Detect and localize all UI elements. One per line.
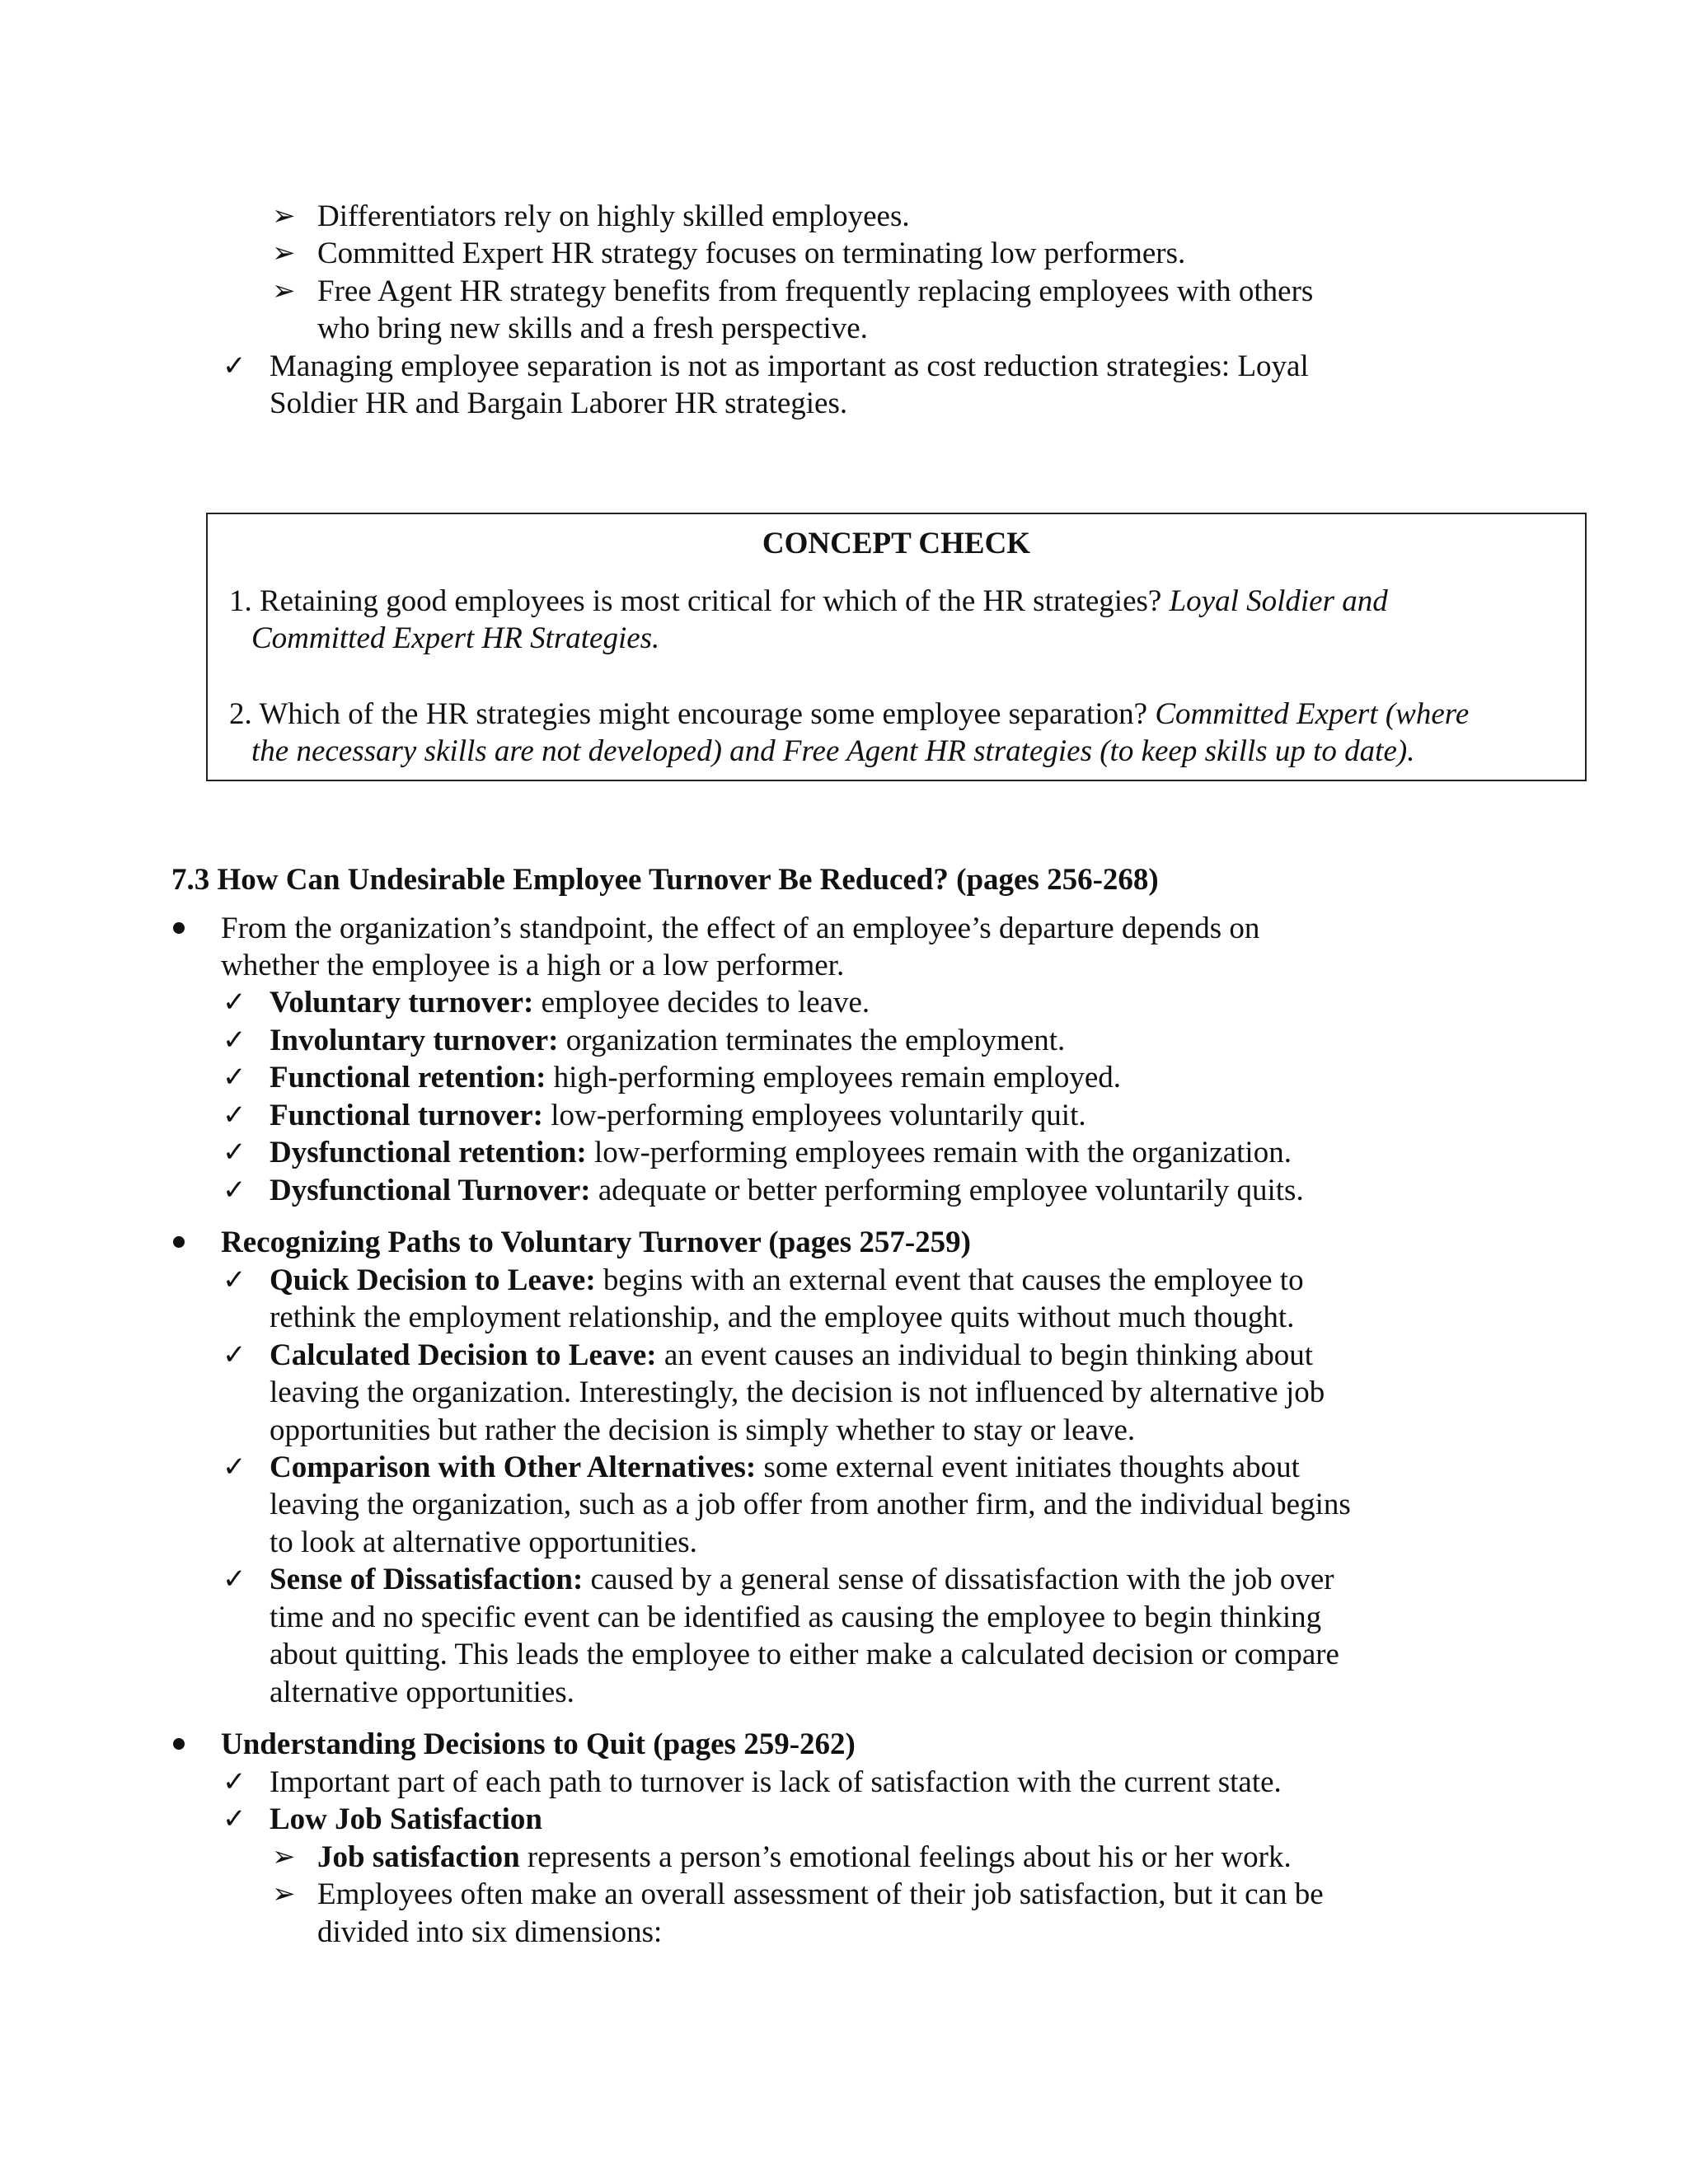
arrow-bullet-icon: ➢ (272, 201, 296, 232)
list-item-cont: who bring new skills and a fresh perspective. (317, 312, 868, 345)
satisfaction-item-cont: divided into six dimensions: (317, 1915, 663, 1949)
subheading-quit: Understanding Decisions to Quit (pages 259-262) (221, 1727, 856, 1761)
check-icon: ✓ (223, 1452, 246, 1483)
definition-item: Involuntary turnover: organization terminates the employment. (270, 1024, 1066, 1057)
bullet-icon (173, 922, 185, 934)
check-icon: ✓ (223, 351, 246, 382)
quit-item: Important part of each path to turnover is lack of satisfaction with the current state. (270, 1765, 1282, 1799)
arrow-bullet-icon: ➢ (272, 1879, 296, 1910)
path-item-cont: leaving the organization, such as a job offer from another firm, and the individual begins (270, 1488, 1351, 1521)
concept-answer-2: the necessary skills are not developed) and Free Agent HR strategies (to keep skills up to date). (251, 734, 1415, 768)
check-icon: ✓ (223, 1025, 246, 1056)
path-item-cont: alternative opportunities. (270, 1675, 574, 1709)
arrow-bullet-icon: ➢ (272, 1842, 296, 1872)
path-item-cont: time and no specific event can be identified as causing the employee to begin thinking (270, 1601, 1322, 1634)
concept-question-2: 2. Which of the HR strategies might encourage some employee separation? Committed Expert (where (229, 697, 1470, 731)
path-item-cont: opportunities but rather the decision is simply whether to stay or leave. (270, 1413, 1136, 1447)
bullet-icon (173, 1236, 185, 1248)
path-item: Calculated Decision to Leave: an event causes an individual to begin thinking about (270, 1338, 1313, 1372)
check-icon: ✓ (223, 1062, 246, 1093)
bullet-icon (173, 1738, 185, 1750)
check-icon: ✓ (223, 1175, 246, 1206)
concept-answer-1: Committed Expert HR Strategies. (251, 621, 660, 655)
check-icon: ✓ (223, 1804, 246, 1835)
path-item-cont: rethink the employment relationship, and the employee quits without much thought. (270, 1301, 1295, 1334)
subheading-paths: Recognizing Paths to Voluntary Turnover (pages 257-259) (221, 1226, 971, 1259)
list-item-cont: Soldier HR and Bargain Laborer HR strategies. (270, 387, 848, 420)
path-item-cont: leaving the organization. Interestingly, the decision is not influenced by alternative job (270, 1376, 1325, 1409)
check-icon: ✓ (223, 1564, 246, 1595)
paragraph-cont: whether the employee is a high or a low performer. (221, 949, 845, 982)
arrow-bullet-icon: ➢ (272, 276, 296, 307)
paragraph: From the organization’s standpoint, the effect of an employee’s departure depends on (221, 912, 1260, 945)
check-icon: ✓ (223, 1265, 246, 1296)
check-icon: ✓ (223, 1137, 246, 1168)
list-item: Committed Expert HR strategy focuses on terminating low performers. (317, 237, 1186, 270)
concept-check-title: CONCEPT CHECK (762, 527, 1031, 560)
path-item: Sense of Dissatisfaction: caused by a general sense of dissatisfaction with the job over (270, 1563, 1334, 1596)
definition-item: Functional turnover: low-performing employees voluntarily quit. (270, 1099, 1086, 1132)
definition-item: Voluntary turnover: employee decides to leave. (270, 986, 870, 1019)
quit-item: Low Job Satisfaction (270, 1802, 542, 1836)
check-icon: ✓ (223, 987, 246, 1018)
definition-item: Functional retention: high-performing employees remain employed. (270, 1061, 1122, 1094)
list-item: Free Agent HR strategy benefits from frequently replacing employees with others (317, 274, 1314, 308)
check-icon: ✓ (223, 1340, 246, 1371)
satisfaction-item: Employees often make an overall assessment of their job satisfaction, but it can be (317, 1877, 1324, 1911)
list-item: Differentiators rely on highly skilled employees. (317, 199, 910, 233)
concept-question-1: 1. Retaining good employees is most critical for which of the HR strategies? Loyal Soldier and (229, 584, 1388, 618)
section-heading: 7.3 How Can Undesirable Employee Turnover Be Reduced? (pages 256-268) (171, 863, 1159, 897)
check-icon: ✓ (223, 1100, 246, 1131)
path-item: Comparison with Other Alternatives: some external event initiates thoughts about (270, 1451, 1300, 1484)
definition-item: Dysfunctional retention: low-performing employees remain with the organization. (270, 1136, 1292, 1169)
path-item-cont: to look at alternative opportunities. (270, 1526, 697, 1559)
path-item-cont: about quitting. This leads the employee to either make a calculated decision or compare (270, 1638, 1339, 1671)
definition-item: Dysfunctional Turnover: adequate or better performing employee voluntarily quits. (270, 1174, 1304, 1207)
list-item: Managing employee separation is not as important as cost reduction strategies: Loyal (270, 349, 1309, 383)
satisfaction-item: Job satisfaction represents a person’s emotional feelings about his or her work. (317, 1840, 1292, 1874)
check-icon: ✓ (223, 1767, 246, 1797)
arrow-bullet-icon: ➢ (272, 238, 296, 269)
path-item: Quick Decision to Leave: begins with an external event that causes the employee to (270, 1263, 1304, 1297)
